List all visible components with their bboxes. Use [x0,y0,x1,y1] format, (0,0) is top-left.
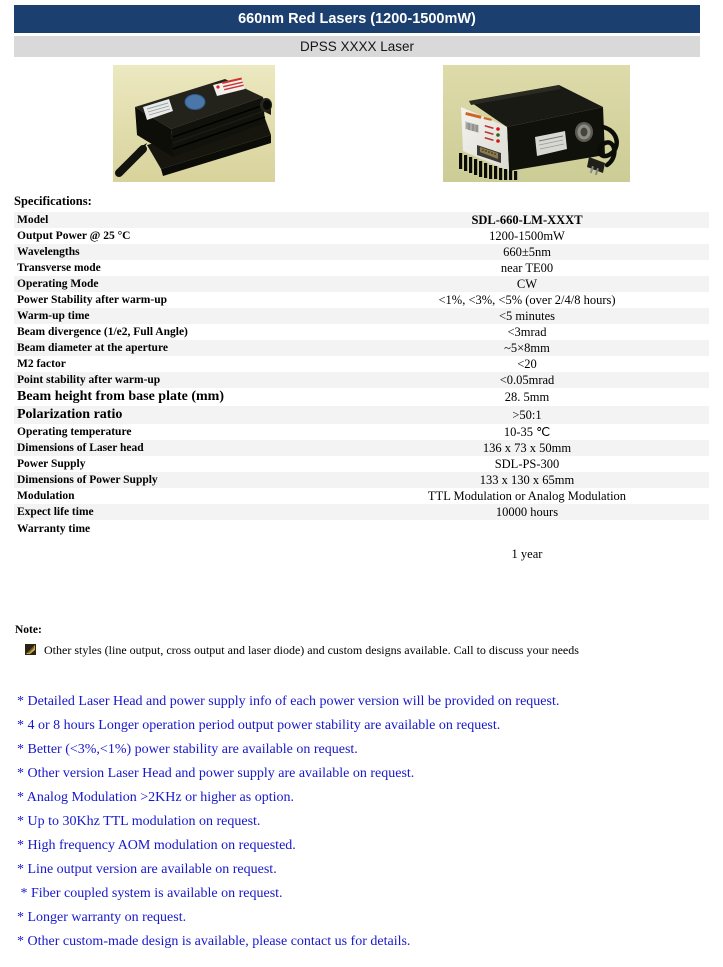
remark-line: * Other custom-made design is available, please contact us for details. [17,934,411,949]
spec-row [14,340,709,356]
remark-line: * High frequency AOM modulation on requested. [17,838,296,853]
spec-row [14,504,709,520]
spec-value: 1200-1500mW [489,229,565,243]
spec-value: 28. 5mm [504,390,550,404]
spec-label: Beam divergence (1/e2, Full Angle) [17,326,188,338]
spec-value: CW [516,277,538,291]
spec-row [14,244,709,260]
spec-row [14,520,709,604]
spec-value: >50:1 [512,408,542,422]
spec-label: Transverse mode [17,262,101,274]
spec-row [14,406,709,424]
remarks-list [17,690,717,954]
spec-value: SDL-660-LM-XXXT [471,213,583,227]
remark-line: * Analog Modulation >2KHz or higher as option. [17,790,294,805]
spec-table [14,212,709,604]
spec-label: Power Stability after warm-up [17,294,168,306]
spec-label: Beam diameter at the aperture [17,342,168,354]
spec-label: Operating Mode [17,278,99,290]
spec-value: 1 year [511,547,543,561]
spec-row [14,472,709,488]
spec-label: M2 factor [17,358,66,370]
spec-label: Model [17,214,49,226]
spec-label: Warm-up time [17,310,90,322]
spec-label: Beam height from base plate (mm) [17,389,224,404]
remark-line: * 4 or 8 hours Longer operation period output power stability are available on request. [17,718,501,733]
spec-row [14,260,709,276]
spec-label: Wavelengths [17,246,80,258]
spec-label: Modulation [17,490,75,502]
note-heading: Note: [15,624,42,636]
spec-value: 10000 hours [495,505,559,519]
note-line [25,643,685,658]
power-supply-photo [443,65,630,182]
spec-label: Warranty time [17,523,91,535]
spec-row [14,276,709,292]
spec-row [14,308,709,324]
specifications-heading: Specifications: [14,194,92,208]
remark-line: * Better (<3%,<1%) power stability are available on request. [17,742,358,757]
spec-row [14,456,709,472]
spec-label: Polarization ratio [17,407,123,422]
spec-label: Dimensions of Laser head [17,442,144,454]
spec-row [14,388,709,406]
remark-line: * Fiber coupled system is available on request. [17,886,283,901]
spec-row [14,324,709,340]
spec-value: <0.05mrad [499,373,555,387]
spec-value: TTL Modulation or Analog Modulation [427,489,627,503]
laser-head-photo [113,65,275,182]
spec-value: ~5×8mm [504,341,550,355]
spec-value: <20 [517,357,537,371]
spec-row [14,424,709,440]
spec-value: <3mrad [507,325,547,339]
spec-row [14,488,709,504]
spec-row [14,292,709,308]
spec-value: 136 x 73 x 50mm [482,441,572,455]
spec-row [14,356,709,372]
spec-value: SDL-PS-300 [494,457,560,471]
spec-value: near TE00 [500,261,554,275]
spec-label: Point stability after warm-up [17,374,161,386]
spec-label: Operating temperature [17,426,132,438]
page-subtitle: DPSS XXXX Laser [14,36,700,57]
spec-value: 10-35 ℃ [503,425,551,439]
remark-line: * Up to 30Khz TTL modulation on request. [17,814,261,829]
spec-label: Power Supply [17,458,86,470]
spec-label: Dimensions of Power Supply [17,474,158,486]
spec-row [14,440,709,456]
spec-row [14,228,709,244]
spec-label: Output Power @ 25 °C [17,230,131,242]
remark-line: * Detailed Laser Head and power supply info of each power version will be provided on request. [17,694,560,709]
spec-value: <5 minutes [498,309,555,323]
remark-line: * Line output version are available on request. [17,862,277,877]
product-photos [0,62,723,188]
page-title: 660nm Red Lasers (1200-1500mW) [14,5,700,33]
remark-line: * Longer warranty on request. [17,910,187,925]
note-text: Other styles (line output, cross output and laser diode) and custom designs available. Call to discuss your needs [44,643,579,657]
spec-row [14,372,709,388]
spec-row [14,212,709,228]
spec-value: 133 x 130 x 65mm [479,473,575,487]
spec-label: Expect life time [17,506,94,518]
remark-line: * Other version Laser Head and power supply are available on request. [17,766,415,781]
spec-value: <1%, <3%, <5% (over 2/4/8 hours) [438,293,616,307]
spec-value: 660±5nm [503,245,551,259]
note-bullet-icon [25,644,36,655]
